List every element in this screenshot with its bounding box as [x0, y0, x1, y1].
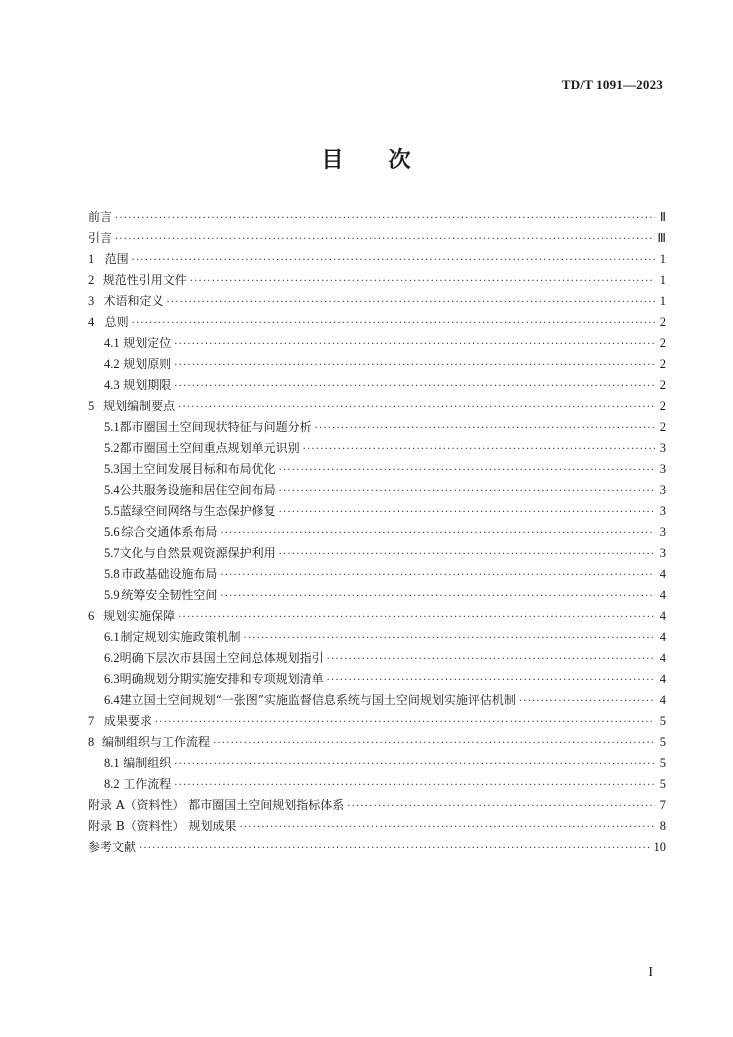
toc-entry-number: 8: [88, 735, 95, 749]
toc-entry-page: 3: [659, 462, 666, 476]
toc-entry-number: 8.1: [104, 756, 120, 770]
toc-dot-leader: [115, 233, 654, 247]
toc-entry-page: 2: [659, 378, 666, 392]
toc-dot-leader: [213, 737, 655, 751]
toc-entry-title: 规范性引用文件: [102, 273, 187, 287]
toc-entry-title: 范围: [104, 252, 129, 266]
toc-dot-leader: [139, 842, 650, 856]
toc-entry-number: 6.1: [104, 630, 120, 644]
toc-entry-page: 3: [659, 546, 666, 560]
toc-entry[interactable]: [88, 268, 666, 289]
toc-entry-title: 规划定位: [123, 336, 172, 350]
toc-entry-title: 蓝绿空间网络与生态保护修复: [119, 504, 276, 518]
toc-entry-title: 建立国土空间规划“一张图”实施监督信息系统与国土空间规划实施评估机制: [119, 693, 516, 707]
toc-dot-leader: [132, 317, 655, 331]
toc-entry[interactable]: [88, 478, 666, 499]
page-title-char-1: 目: [321, 147, 345, 173]
toc-entry-page: 2: [659, 315, 666, 329]
toc-entry-page: 2: [659, 357, 666, 371]
toc-dot-leader: [327, 674, 655, 688]
toc-entry-number: 5.2: [104, 441, 120, 455]
toc-entry-title: 编制组织: [123, 756, 172, 770]
toc-entry-page: 3: [659, 483, 666, 497]
toc-entry-number: 5: [88, 399, 95, 413]
toc-entry-number: 4.2: [104, 357, 120, 371]
toc-entry-title: 附录 B（资料性） 规划成果: [88, 819, 237, 833]
toc-entry[interactable]: [88, 604, 666, 625]
toc-entry-title: 市政基础设施布局: [121, 567, 218, 581]
toc-entry-number: 5.5: [104, 504, 120, 518]
toc-dot-leader: [347, 800, 655, 814]
toc-entry-page: 4: [659, 651, 666, 665]
toc-dot-leader: [167, 296, 655, 310]
toc-entry-page: 1: [659, 294, 666, 308]
toc-entry-page: 3: [659, 504, 666, 518]
toc-entry-number: 4.1: [104, 336, 120, 350]
toc-entry-number: 8.2: [104, 777, 120, 791]
toc-entry[interactable]: [88, 247, 666, 268]
toc-entry[interactable]: [88, 646, 666, 667]
toc-entry-number: 6: [88, 609, 95, 623]
toc-entry-number: 6.2: [104, 651, 120, 665]
toc-entry[interactable]: [88, 772, 666, 793]
toc-entry-number: 1: [88, 252, 95, 266]
toc-entry[interactable]: [88, 457, 666, 478]
toc-dot-leader: [279, 548, 655, 562]
toc-entry-page: 2: [659, 420, 666, 434]
toc-entry[interactable]: [88, 289, 666, 310]
toc-entry-title: 术语和定义: [103, 294, 164, 308]
standard-code: TD/T 1091—2023: [561, 77, 663, 92]
toc-entry-page: 5: [659, 777, 666, 791]
toc-entry-page: 5: [659, 714, 666, 728]
toc-entry[interactable]: [88, 331, 666, 352]
toc-entry-title: 明确规划分期实施安排和专项规划清单: [119, 672, 324, 686]
toc-entry-page: 4: [659, 630, 666, 644]
toc-entry-title: 明确下层次市县国土空间总体规划指引: [119, 651, 324, 665]
toc-entry-page: 4: [659, 672, 666, 686]
toc-entry[interactable]: [88, 562, 666, 583]
toc-entry-number: 5.4: [104, 483, 120, 497]
toc-entry[interactable]: [88, 814, 666, 835]
toc-entry-page: Ⅱ: [659, 210, 666, 224]
toc-entry[interactable]: [88, 499, 666, 520]
toc-entry-title: 都市圈国土空间重点规划单元识别: [119, 441, 300, 455]
toc-dot-leader: [190, 275, 655, 289]
toc-entry-page: 5: [659, 756, 666, 770]
toc-entry-title: 国土空间发展目标和布局优化: [119, 462, 276, 476]
toc-dot-leader: [178, 611, 655, 625]
toc-dot-leader: [239, 821, 655, 835]
toc-entry-number: 5.6: [104, 525, 120, 539]
page-title-char-2: 次: [388, 147, 412, 173]
toc-entry-number: 7: [88, 714, 95, 728]
toc-entry-page: Ⅲ: [657, 231, 666, 245]
toc-dot-leader: [174, 380, 655, 394]
toc-dot-leader: [279, 506, 655, 520]
toc-entry-page: 3: [659, 525, 666, 539]
toc-entry-page: 4: [659, 693, 666, 707]
toc-entry-title: 统筹安全韧性空间: [121, 588, 218, 602]
toc-entry-number: 5.8: [104, 567, 120, 581]
toc-entry-title: 规划原则: [123, 357, 172, 371]
toc-entry-title: 公共服务设施和居住空间布局: [119, 483, 276, 497]
page-title: [0, 143, 733, 174]
toc-entry-title: 参考文献: [88, 840, 137, 854]
toc-entry-title: 规划实施保障: [103, 609, 176, 623]
toc-dot-leader: [115, 212, 655, 226]
toc-entry-page: 1: [659, 252, 666, 266]
toc-dot-leader: [327, 653, 655, 667]
toc-dot-leader: [220, 527, 655, 541]
toc-entry[interactable]: [88, 793, 666, 814]
toc-entry[interactable]: [88, 310, 666, 331]
toc-entry[interactable]: [88, 583, 666, 604]
toc-entry-page: 4: [659, 588, 666, 602]
toc-entry-page: 8: [659, 819, 666, 833]
toc-dot-leader: [315, 422, 655, 436]
toc-entry-page: 5: [659, 735, 666, 749]
toc-dot-leader: [220, 590, 655, 604]
toc-entry-title: 都市圈国土空间现状特征与问题分析: [119, 420, 312, 434]
toc-entry-title: 工作流程: [123, 777, 172, 791]
toc-entry[interactable]: [88, 709, 666, 730]
toc-dot-leader: [178, 401, 655, 415]
toc-entry[interactable]: [88, 520, 666, 541]
toc-dot-leader: [174, 359, 655, 373]
toc-entry-title: 文化与自然景观资源保护利用: [119, 546, 276, 560]
toc-entry-title: 附录 A（资料性） 都市圈国土空间规划指标体系: [88, 798, 345, 812]
toc-entry[interactable]: [88, 667, 666, 688]
toc-entry-number: 5.7: [104, 546, 120, 560]
toc-entry[interactable]: [88, 730, 666, 751]
toc-entry-title: 总则: [104, 315, 129, 329]
toc-dot-leader: [174, 779, 655, 793]
toc-entry-number: 2: [88, 273, 95, 287]
toc-dot-leader: [279, 485, 655, 499]
toc-entry[interactable]: [88, 352, 666, 373]
toc-entry-number: 6.4: [104, 693, 120, 707]
toc-entry-title: 综合交通体系布局: [121, 525, 218, 539]
toc-dot-leader: [132, 254, 655, 268]
toc-entry-page: 7: [659, 798, 666, 812]
toc-entry-title: 编制组织与工作流程: [102, 735, 211, 749]
toc-entry[interactable]: [88, 373, 666, 394]
toc-entry-number: 4: [88, 315, 95, 329]
toc-entry-number: 5.1: [104, 420, 120, 434]
table-of-contents: [88, 205, 666, 856]
toc-dot-leader: [220, 569, 655, 583]
toc-entry-page: 3: [659, 441, 666, 455]
toc-entry-page: 4: [659, 609, 666, 623]
toc-entry[interactable]: [88, 415, 666, 436]
toc-dot-leader: [174, 338, 655, 352]
toc-entry[interactable]: [88, 226, 666, 247]
toc-entry-page: 10: [653, 840, 666, 854]
toc-entry[interactable]: [88, 751, 666, 772]
toc-entry-page: 1: [659, 273, 666, 287]
toc-dot-leader: [519, 695, 655, 709]
toc-entry-page: 4: [659, 567, 666, 581]
toc-entry-number: 5.3: [104, 462, 120, 476]
toc-dot-leader: [279, 464, 655, 478]
toc-dot-leader: [243, 632, 655, 646]
toc-entry-page: 2: [659, 399, 666, 413]
toc-entry-page: 2: [659, 336, 666, 350]
toc-entry[interactable]: [88, 835, 666, 856]
toc-entry[interactable]: [88, 436, 666, 457]
toc-dot-leader: [174, 758, 655, 772]
toc-entry[interactable]: [88, 688, 666, 709]
toc-entry-number: 5.9: [104, 588, 120, 602]
toc-entry[interactable]: [88, 205, 666, 226]
toc-dot-leader: [303, 443, 655, 457]
toc-entry-title: 成果要求: [103, 714, 152, 728]
toc-entry-number: 6.3: [104, 672, 120, 686]
toc-entry-number: 3: [88, 294, 95, 308]
toc-entry[interactable]: [88, 625, 666, 646]
toc-dot-leader: [155, 716, 655, 730]
toc-entry[interactable]: [88, 541, 666, 562]
toc-entry-title: 制定规划实施政策机制: [120, 630, 241, 644]
toc-entry-title: 引言: [88, 231, 113, 245]
toc-entry-title: 规划编制要点: [103, 399, 176, 413]
toc-entry[interactable]: [88, 394, 666, 415]
toc-entry-number: 4.3: [104, 378, 120, 392]
toc-entry-title: 规划期限: [123, 378, 172, 392]
toc-entry-title: 前言: [88, 210, 113, 224]
page-folio: I: [648, 965, 653, 980]
